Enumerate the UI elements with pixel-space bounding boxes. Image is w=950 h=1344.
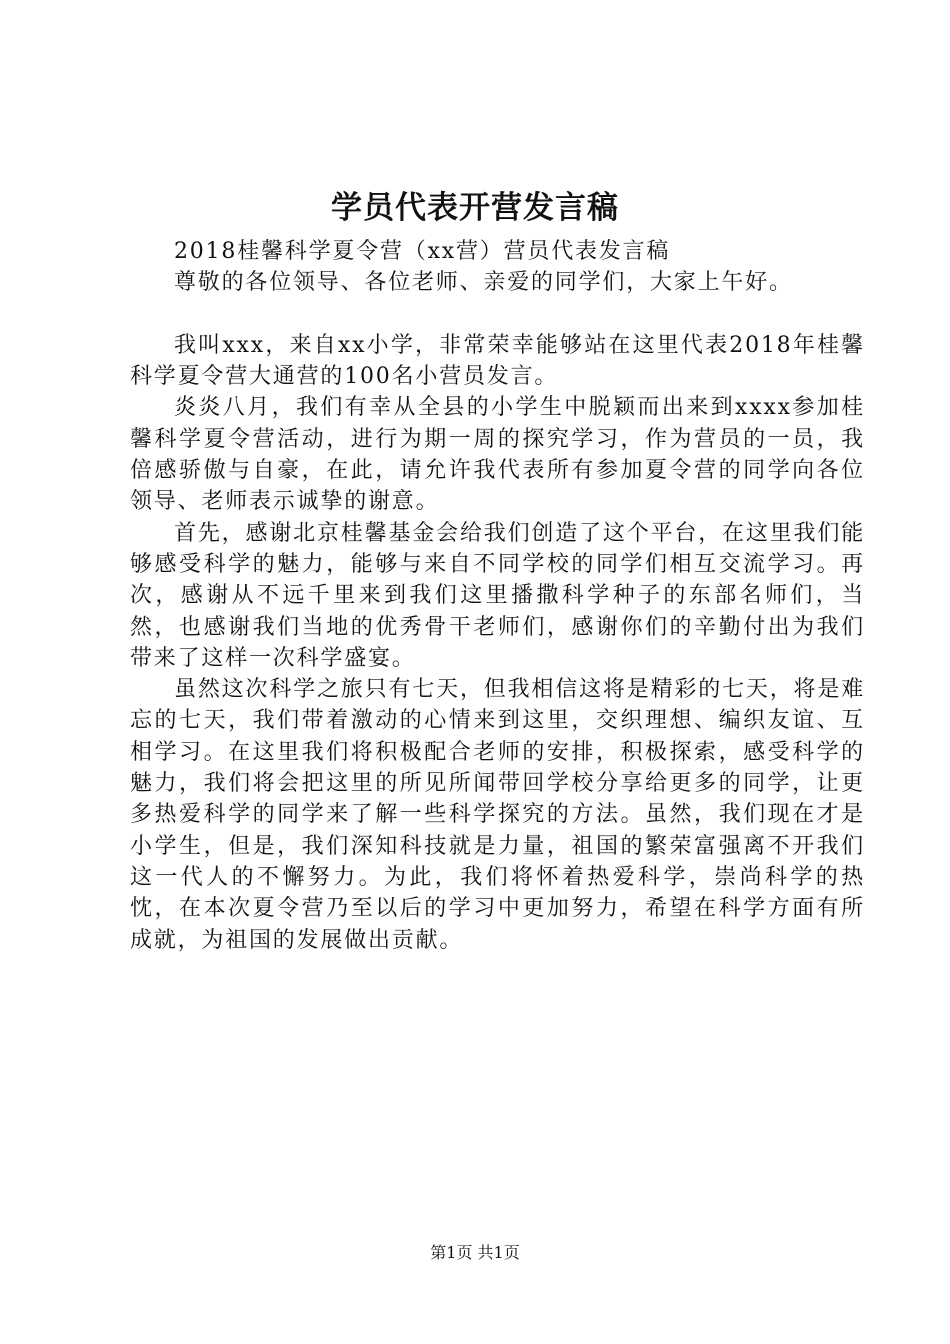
paragraph-1: 我叫xxx，来自xx小学，非常荣幸能够站在这里代表2018年桂馨科学夏令营大通营的100名小营员发言。: [130, 332, 865, 390]
paragraph-2: 炎炎八月，我们有幸从全县的小学生中脱颖而出来到xxxx参加桂馨科学夏令营活动，进行为期一周的探究学习，作为营员的一员，我倍感骄傲与自豪，在此，请允许我代表所有参加夏令营的同学向各位领导、老师表示诚挚的谢意。: [130, 395, 865, 515]
document-body: [130, 236, 865, 956]
document-title: 学员代表开营发言稿: [331, 190, 619, 226]
blank-line: [130, 299, 865, 330]
greeting-line: 尊敬的各位领导、各位老师、亲爱的同学们，大家上午好。: [174, 270, 793, 296]
paragraph-3: 首先，感谢北京桂馨基金会给我们创造了这个平台，在这里我们能够感受科学的魅力，能够与来自不同学校的同学们相互交流学习。再次，感谢从不远千里来到我们这里播撒科学种子的东部名师们，当然，也感谢我们当地的优秀骨干老师们，感谢你们的辛勤付出为我们带来了这样一次科学盛宴。: [130, 520, 865, 671]
subtitle-line: 2018桂馨科学夏令营（xx营）营员代表发言稿: [174, 239, 671, 264]
paragraph-4: 虽然这次科学之旅只有七天，但我相信这将是精彩的七天，将是难忘的七天，我们带着激动的心情来到这里，交织理想、编织友谊、互相学习。在这里我们将积极配合老师的安排，积极探索，感受科学的魅力，我们将会把这里的所见所闻带回学校分享给更多的同学，让更多热爱科学的同学来了解一些科学探究的方法。虽然，我们现在才是小学生，但是，我们深知科技就是力量，祖国的繁荣富强离不开我们这一代人的不懈努力。为此，我们将怀着热爱科学，崇尚科学的热忱，在本次夏令营乃至以后的学习中更加努力，希望在科学方面有所成就，为祖国的发展做出贡献。: [130, 677, 865, 953]
page-footer: 第1页 共1页: [430, 1243, 520, 1262]
